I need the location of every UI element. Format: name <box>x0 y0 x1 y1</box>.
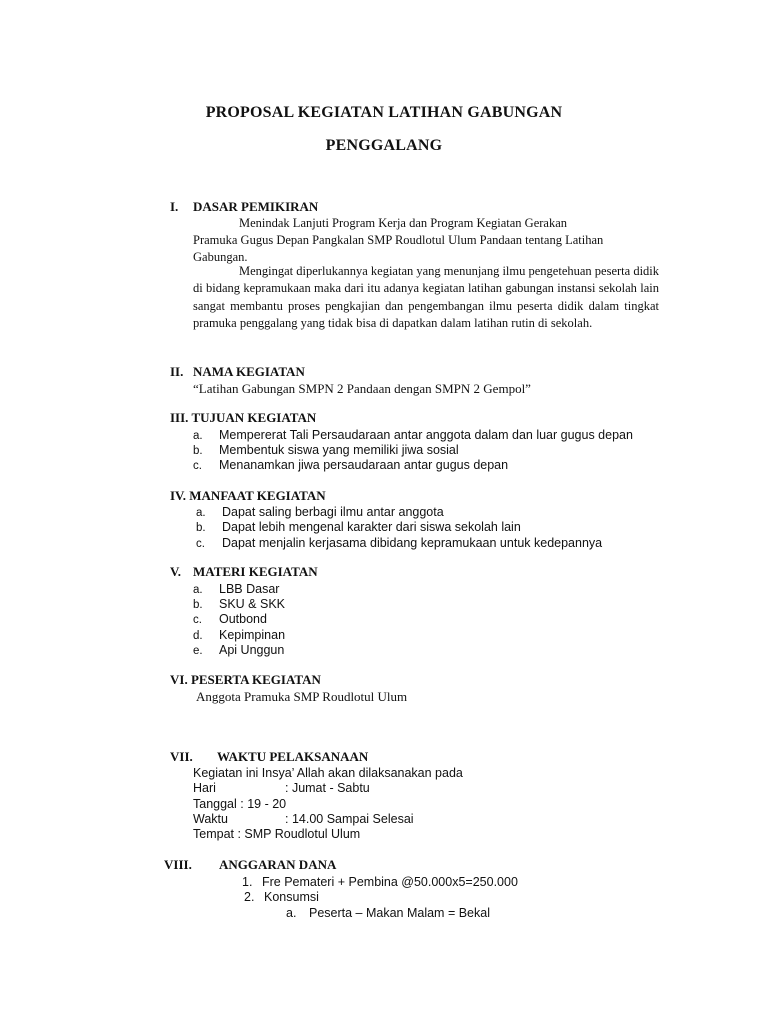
list-item: b. Membentuk siswa yang memiliki jiwa sosial <box>193 443 459 457</box>
list-item: c. Outbond <box>193 612 267 626</box>
section-7-intro: Kegiatan ini Insya’ Allah akan dilaksanakan pada <box>193 766 463 780</box>
section-6-text: Anggota Pramuka SMP Roudlotul Ulum <box>196 689 408 704</box>
budget-subitem-marker: a. <box>286 906 297 920</box>
section-1-heading: DASAR PEMIKIRAN <box>193 199 319 214</box>
list-item: a. Dapat saling berbagi ilmu antar anggota <box>196 505 444 519</box>
budget-item-1-text: Fre Pemateri + Pembina @50.000x5=250.000 <box>262 875 518 889</box>
section-1-paragraph-2: Mengingat diperlukannya kegiatan yang menunjang ilmu pengetehuan peserta didik di bidang kepramukaan maka dari itu adanya kegiatan latihan gabungan instansi sekolah lain sangat membantu proses pengkajian dan pengembangan ilmu peserta didik dalam tingkat pramuka penggalang yang tidak bisa di dapatkan dalam latihan rutin di sekolah. <box>193 264 660 331</box>
list-item: a. LBB Dasar <box>193 582 280 596</box>
document-title-line2: PENGGALANG <box>325 137 443 154</box>
section-7-hari-label: Hari <box>193 781 216 795</box>
section-8-heading: ANGGARAN DANA <box>219 857 337 872</box>
section-7-number: VII. <box>170 749 193 764</box>
section-2-heading: NAMA KEGIATAN <box>193 364 305 379</box>
list-item: d. Kepimpinan <box>193 628 286 642</box>
section-7-hari-value: : Jumat - Sabtu <box>285 781 370 795</box>
section-8-number: VIII. <box>164 857 192 872</box>
list-item: b. Dapat lebih mengenal karakter dari siswa sekolah lain <box>196 520 521 534</box>
document-title-line1: PROPOSAL KEGIATAN LATIHAN GABUNGAN <box>205 104 563 121</box>
section-1-paragraph-1-line-2: Pramuka Gugus Depan Pangkalan SMP Roudlotul Ulum Pandaan tentang Latihan <box>193 233 604 247</box>
section-4-heading: IV. MANFAAT KEGIATAN <box>170 488 326 503</box>
section-3-heading: III. TUJUAN KEGIATAN <box>170 410 317 425</box>
section-7-waktu-label: Waktu <box>193 812 228 826</box>
list-item: c. Menanamkan jiwa persaudaraan antar gugus depan <box>193 458 509 472</box>
section-7-waktu-value: : 14.00 Sampai Selesai <box>285 812 414 826</box>
budget-item-1-marker: 1. <box>242 875 253 889</box>
section-2-number: II. <box>170 364 184 379</box>
section-1-paragraph-1-line-1: Menindak Lanjuti Program Kerja dan Program Kegiatan Gerakan <box>239 216 568 230</box>
section-1-paragraph-1-line-3: Gabungan. <box>193 250 248 264</box>
section-2-text: “Latihan Gabungan SMPN 2 Pandaan dengan SMPN 2 Gempol” <box>193 381 531 396</box>
list-item: c. Dapat menjalin kerjasama dibidang kepramukaan untuk kedepannya <box>196 536 603 550</box>
budget-item-2-marker: 2. <box>244 890 255 904</box>
list-item: b. SKU & SKK <box>193 597 285 611</box>
section-7-tanggal: Tanggal : 19 - 20 <box>193 797 287 811</box>
list-item: a. Mempererat Tali Persaudaraan antar anggota dalam dan luar gugus depan <box>193 428 633 442</box>
section-7-heading: WAKTU PELAKSANAAN <box>217 749 369 764</box>
section-5-number: V. <box>170 564 181 579</box>
section-6-heading: VI. PESERTA KEGIATAN <box>170 672 321 687</box>
section-5-heading: MATERI KEGIATAN <box>193 564 318 579</box>
budget-subitem-text: Peserta – Makan Malam = Bekal <box>309 906 490 920</box>
section-1-number: I. <box>170 199 179 214</box>
list-item: e. Api Unggun <box>193 643 285 657</box>
section-7-tempat: Tempat : SMP Roudlotul Ulum <box>193 827 361 841</box>
budget-item-2-text: Konsumsi <box>264 890 319 904</box>
